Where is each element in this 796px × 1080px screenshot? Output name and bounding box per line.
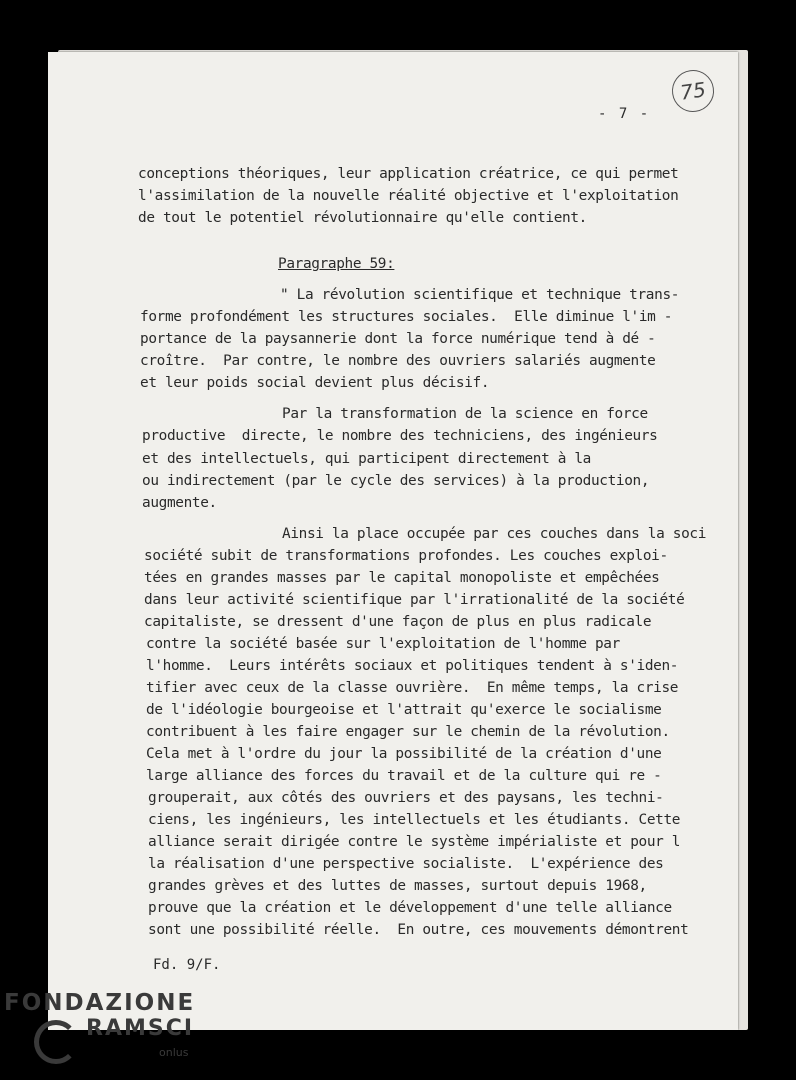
text-line: " La révolution scientifique et technique trans- <box>280 287 680 303</box>
text-line: conceptions théoriques, leur application créatrice, ce qui permet <box>138 166 679 182</box>
text-line: ou indirectement (par le cycle des services) à la production, <box>142 473 650 489</box>
text-line: l'homme. Leurs intérêts sociaux et politiques tendent à s'iden- <box>146 658 679 674</box>
text-line: augmente. <box>142 495 217 511</box>
text-line: l'assimilation de la nouvelle réalité objective et l'exploitation <box>138 188 679 204</box>
text-line: croître. Par contre, le nombre des ouvriers salariés augmente <box>140 353 656 369</box>
page-number: - 7 - <box>598 106 651 122</box>
watermark-suffix: onlus <box>159 1046 189 1059</box>
text-line: grouperait, aux côtés des ouvriers et des paysans, les techni- <box>148 790 664 806</box>
text-line: de tout le potentiel révolutionnaire qu'elle contient. <box>138 210 587 226</box>
archive-watermark <box>4 990 196 1059</box>
text-line: contre la société basée sur l'exploitation de l'homme par <box>146 636 620 652</box>
text-line: productive directe, le nombre des techniciens, des ingénieurs <box>142 428 658 444</box>
text-line: grandes grèves et des luttes de masses, surtout depuis 1968, <box>148 878 647 894</box>
text-line: Par la transformation de la science en force <box>282 406 648 422</box>
text-line: prouve que la création et le développement d'une telle alliance <box>148 900 672 916</box>
text-line: société subit de transformations profondes. Les couches exploi- <box>144 548 668 564</box>
text-line: contribuent à les faire engager sur le chemin de la révolution. <box>146 724 670 740</box>
text-line: tées en grandes masses par le capital monopoliste et empêchées <box>144 570 660 586</box>
watermark-logo <box>4 1010 224 1070</box>
document-page <box>48 52 738 1030</box>
text-line: capitaliste, se dressent d'une façon de plus en plus radicale <box>144 614 652 630</box>
text-line: de l'idéologie bourgeoise et l'attrait qu'exerce le socialisme <box>146 702 662 718</box>
watermark-name: RAMSCI <box>86 1016 195 1041</box>
text-line: tifier avec ceux de la classe ouvrière. En même temps, la crise <box>146 680 679 696</box>
text-line: sont une possibilité réelle. En outre, ces mouvements démontrent <box>148 922 689 938</box>
text-line: portance de la paysannerie dont la force numérique tend à dé - <box>140 331 656 347</box>
archive-stamp: 75 <box>669 67 716 114</box>
watermark-title: FONDAZIONE <box>4 990 196 1016</box>
document-reference: Fd. 9/F. <box>153 957 221 973</box>
text-line: et des intellectuels, qui participent directement à la <box>142 451 591 467</box>
text-line: alliance serait dirigée contre le système impérialiste et pour l <box>148 834 681 850</box>
text-line: la réalisation d'une perspective socialiste. L'expérience des <box>148 856 664 872</box>
text-line: forme profondément les structures sociales. Elle diminue l'im - <box>140 309 673 325</box>
text-line: Ainsi la place occupée par ces couches dans la soci <box>282 526 707 542</box>
text-line: Cela met à l'ordre du jour la possibilité de la création d'une <box>146 746 662 762</box>
section-heading: Paragraphe 59: <box>278 256 395 272</box>
text-line: et leur poids social devient plus décisif. <box>140 375 490 391</box>
text-line: ciens, les ingénieurs, les intellectuels et les étudiants. Cette <box>148 812 681 828</box>
g-logo-icon <box>34 1020 78 1064</box>
text-line: large alliance des forces du travail et de la culture qui re - <box>146 768 662 784</box>
text-line: dans leur activité scientifique par l'irrationalité de la société <box>144 592 685 608</box>
